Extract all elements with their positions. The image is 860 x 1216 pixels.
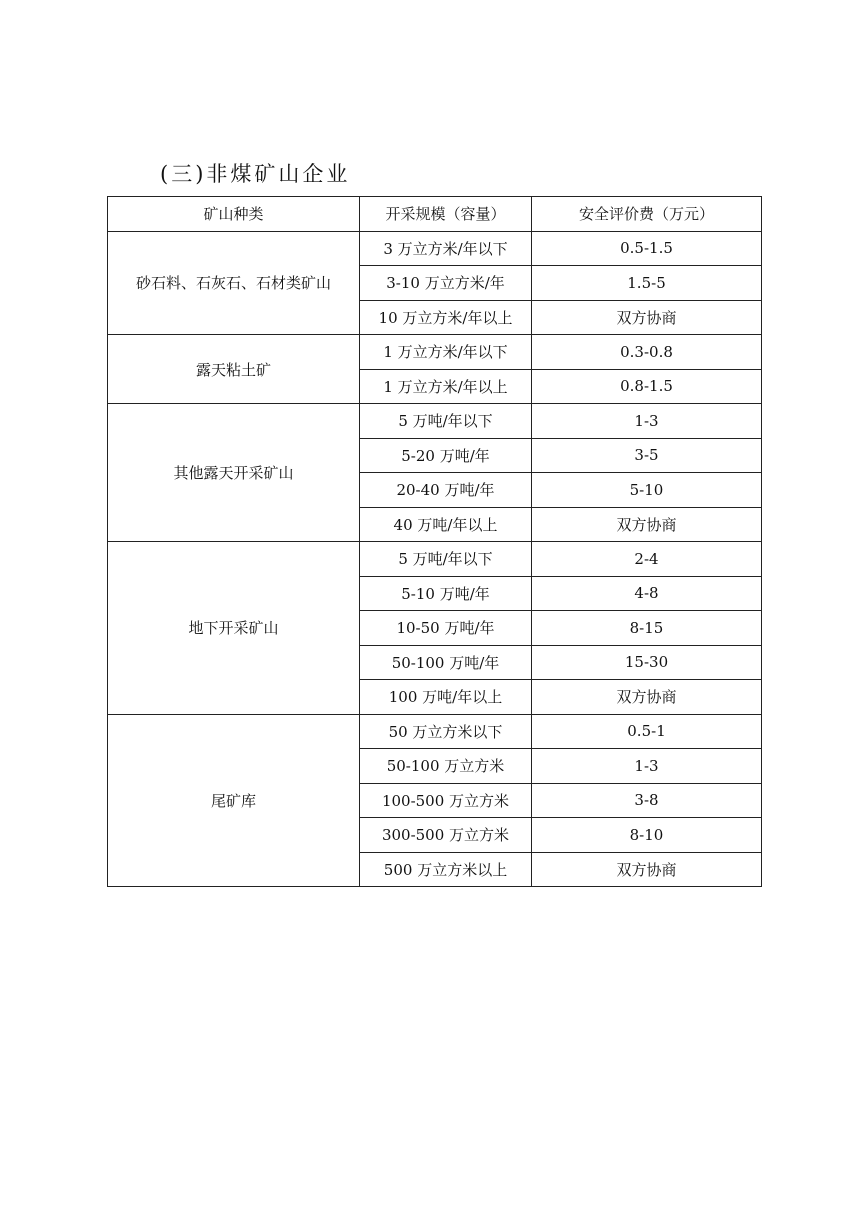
scale-cell: 3 万立方米/年以下 <box>360 231 532 266</box>
scale-cell: 50-100 万吨/年 <box>360 645 532 680</box>
scale-cell: 5-20 万吨/年 <box>360 438 532 473</box>
mine-type-cell: 地下开采矿山 <box>108 542 360 715</box>
fee-cell: 0.3-0.8 <box>532 335 762 370</box>
safety-assessment-fee-table <box>107 196 762 887</box>
scale-cell: 50-100 万立方米 <box>360 749 532 784</box>
table-body <box>108 231 762 887</box>
fee-cell: 双方协商 <box>532 680 762 715</box>
table-row <box>108 542 762 577</box>
header-assessment-fee: 安全评价费（万元） <box>532 197 762 232</box>
fee-cell: 双方协商 <box>532 852 762 887</box>
fee-cell: 8-15 <box>532 611 762 646</box>
table-header-row <box>108 197 762 232</box>
scale-cell: 5 万吨/年以下 <box>360 542 532 577</box>
fee-cell: 0.5-1.5 <box>532 231 762 266</box>
table-row <box>108 231 762 266</box>
mine-type-cell: 其他露天开采矿山 <box>108 404 360 542</box>
scale-cell: 1 万立方米/年以下 <box>360 335 532 370</box>
scale-cell: 100-500 万立方米 <box>360 783 532 818</box>
fee-cell: 双方协商 <box>532 300 762 335</box>
scale-cell: 10 万立方米/年以上 <box>360 300 532 335</box>
mine-type-cell: 砂石料、石灰石、石材类矿山 <box>108 231 360 335</box>
fee-cell: 8-10 <box>532 818 762 853</box>
fee-cell: 1-3 <box>532 749 762 784</box>
scale-cell: 5 万吨/年以下 <box>360 404 532 439</box>
scale-cell: 3-10 万立方米/年 <box>360 266 532 301</box>
scale-cell: 40 万吨/年以上 <box>360 507 532 542</box>
scale-cell: 50 万立方米以下 <box>360 714 532 749</box>
header-mine-type: 矿山种类 <box>108 197 360 232</box>
mine-type-cell: 尾矿库 <box>108 714 360 887</box>
fee-cell: 2-4 <box>532 542 762 577</box>
fee-cell: 3-8 <box>532 783 762 818</box>
fee-cell: 1-3 <box>532 404 762 439</box>
fee-cell: 3-5 <box>532 438 762 473</box>
fee-cell: 4-8 <box>532 576 762 611</box>
fee-cell: 0.5-1 <box>532 714 762 749</box>
scale-cell: 10-50 万吨/年 <box>360 611 532 646</box>
table-row <box>108 404 762 439</box>
mine-type-cell: 露天粘土矿 <box>108 335 360 404</box>
section-title: (三)非煤矿山企业 <box>160 162 351 186</box>
scale-cell: 5-10 万吨/年 <box>360 576 532 611</box>
scale-cell: 1 万立方米/年以上 <box>360 369 532 404</box>
scale-cell: 20-40 万吨/年 <box>360 473 532 508</box>
fee-cell: 1.5-5 <box>532 266 762 301</box>
scale-cell: 300-500 万立方米 <box>360 818 532 853</box>
scale-cell: 500 万立方米以上 <box>360 852 532 887</box>
fee-cell: 0.8-1.5 <box>532 369 762 404</box>
fee-cell: 双方协商 <box>532 507 762 542</box>
header-mining-scale: 开采规模（容量） <box>360 197 532 232</box>
table-row <box>108 335 762 370</box>
fee-cell: 15-30 <box>532 645 762 680</box>
fee-cell: 5-10 <box>532 473 762 508</box>
scale-cell: 100 万吨/年以上 <box>360 680 532 715</box>
table-row <box>108 714 762 749</box>
